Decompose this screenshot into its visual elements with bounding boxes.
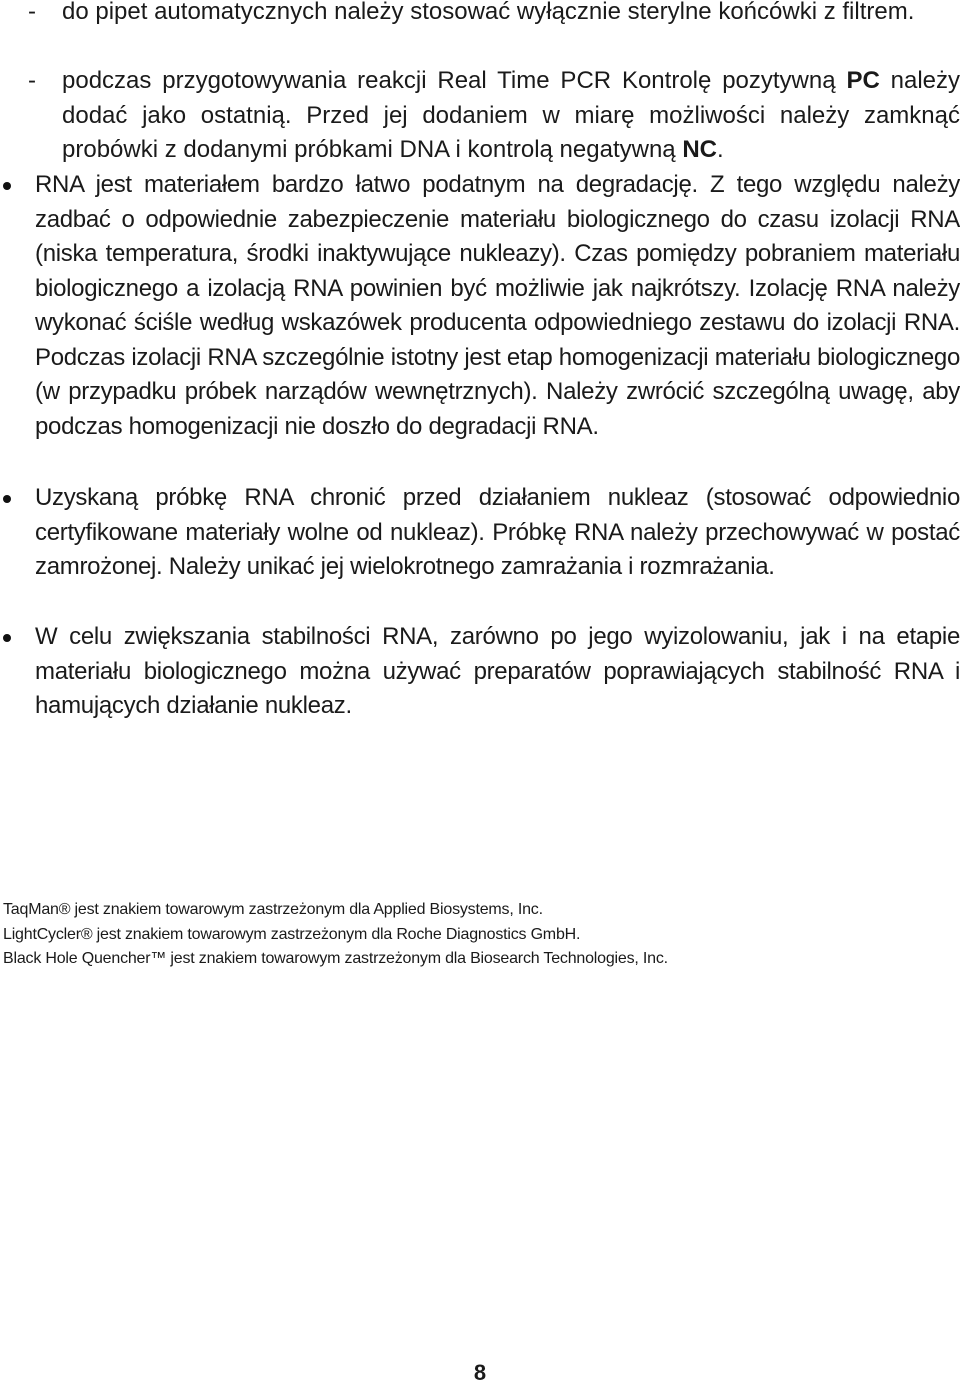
bullet-item-text: RNA jest materiałem bardzo łatwo podatnym na degradację. Z tego względu należy zadbać o odpowiednie zabezpieczenie materiału biologicznego do czasu izolacji RNA (niska temperatura, środki inaktywujące nukleazy). Czas pomiędzy pobraniem materiału biologicznego a izolacją RNA powinien być możliwie jak najkrótszy. Izolację RNA należy wykonać ściśle według wskazówek producenta odpowiedniego zestawu do izolacji RNA. Podczas izolacji RNA szczególnie istotny jest etap homogenizacji materiału biologicznego (w przypadku próbek narządów wewnętrznych). Należy zwrócić szczególną uwagę, aby podczas homogenizacji nie doszło do degradacji RNA. bbox=[35, 171, 960, 440]
bullet-item-rna-stability bbox=[0, 620, 960, 724]
list-item-text: do pipet automatycznych należy stosować wyłącznie sterylne końcówki z filtrem. bbox=[62, 0, 915, 25]
nc-abbreviation: NC bbox=[682, 136, 717, 163]
text-segment: . bbox=[716, 136, 724, 163]
list-item-positive-control bbox=[20, 64, 960, 168]
bullet-icon bbox=[3, 634, 11, 642]
footnote-line: TaqMan® jest znakiem towarowym zastrzeżonym dla Applied Biosystems, Inc. bbox=[3, 901, 543, 918]
dash-marker: - bbox=[28, 0, 36, 25]
footnote-line: Black Hole Quencher™ jest znakiem towarowym zastrzeżonym dla Biosearch Technologies, Inc. bbox=[3, 950, 668, 967]
page-number: 8 bbox=[473, 1360, 487, 1385]
bullet-icon bbox=[3, 495, 11, 503]
text-segment: należy dodać jako ostatnią. Przed jej dodaniem w miarę możliwości należy zamknąć probówki z dodanymi próbkami DNA i kontrolą negatywną bbox=[62, 67, 960, 163]
bullet-item-rna-protection bbox=[0, 481, 960, 585]
list-item-text bbox=[62, 64, 960, 168]
list-item-sterile-tips bbox=[20, 0, 960, 30]
bullet-item-text: Uzyskaną próbkę RNA chronić przed działaniem nukleaz (stosować odpowiednio certyfikowane materiały wolne od nukleaz). Próbkę RNA należy przechowywać w postać zamrożonej. Należy unikać jej wielokrotnego zamrażania i rozmrażania. bbox=[35, 484, 960, 580]
bullet-item-rna-degradation bbox=[0, 168, 960, 444]
bullet-item-text: W celu zwiększania stabilności RNA, zarówno po jego wyizolowaniu, jak i na etapie materiału biologicznego można używać preparatów poprawiających stabilność RNA i hamujących działanie nukleaz. bbox=[35, 623, 960, 719]
footnote-line: LightCycler® jest znakiem towarowym zastrzeżonym dla Roche Diagnostics GmbH. bbox=[3, 925, 581, 943]
bullet-icon bbox=[3, 182, 11, 190]
text-segment: podczas przygotowywania reakcji Real Time PCR Kontrolę pozytywną bbox=[62, 67, 847, 94]
trademark-footnotes bbox=[3, 898, 943, 972]
dash-marker: - bbox=[28, 67, 36, 94]
pc-abbreviation: PC bbox=[846, 67, 880, 94]
